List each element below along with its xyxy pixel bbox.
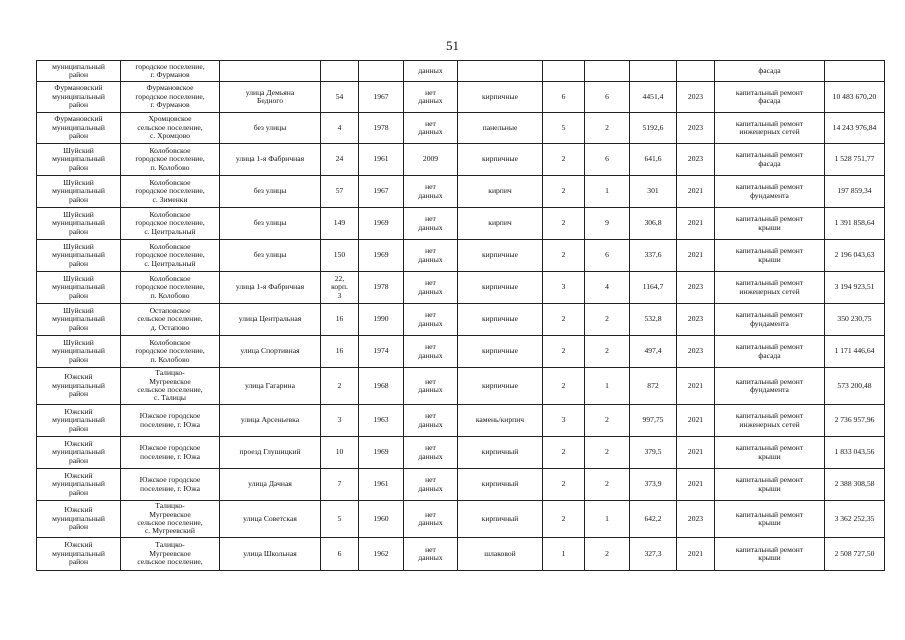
entrances-cell: 2 [585, 304, 630, 336]
built-year-cell: 1974 [359, 336, 404, 368]
district-cell: Южский муниципальный район [37, 405, 121, 437]
house-number-cell: 7 [321, 469, 359, 501]
area-cell: 327,3 [630, 538, 677, 571]
work-type-cell: капитальный ремонт крыши [715, 208, 825, 240]
street-cell: улица Демьяна Бедного [220, 82, 321, 113]
work-type-cell: капитальный ремонт инженерных сетей [715, 405, 825, 437]
last-repair-cell: нет данных [404, 469, 458, 501]
built-year-cell: 1978 [359, 272, 404, 304]
floors-cell: 2 [543, 176, 585, 208]
street-cell: проезд Глушицкий [220, 437, 321, 469]
settlement-cell: Хромцовское сельское поселение, с. Хромцово [121, 113, 220, 144]
house-number-cell: 24 [321, 144, 359, 176]
settlement-cell: городское поселение, г. Фурманов [121, 61, 220, 82]
built-year-cell: 1961 [359, 144, 404, 176]
plan-year-cell [677, 61, 715, 82]
area-cell: 532,8 [630, 304, 677, 336]
floors-cell: 2 [543, 368, 585, 405]
plan-year-cell: 2021 [677, 405, 715, 437]
table-row [37, 538, 885, 571]
street-cell: без улицы [220, 240, 321, 272]
built-year-cell: 1967 [359, 82, 404, 113]
district-cell: Шуйский муниципальный район [37, 208, 121, 240]
house-number-cell: 5 [321, 501, 359, 538]
entrances-cell: 9 [585, 208, 630, 240]
plan-year-cell: 2021 [677, 538, 715, 571]
floors-cell [543, 61, 585, 82]
cost-cell: 2 736 957,96 [825, 405, 885, 437]
settlement-cell: Талицко- Мугреевское сельское поселение, с. Мугреевский [121, 501, 220, 538]
plan-year-cell: 2023 [677, 113, 715, 144]
work-type-cell: фасада [715, 61, 825, 82]
built-year-cell: 1967 [359, 176, 404, 208]
work-type-cell: капитальный ремонт крыши [715, 469, 825, 501]
plan-year-cell: 2023 [677, 304, 715, 336]
wall-material-cell: кирпичный [458, 501, 543, 538]
wall-material-cell: кирпичный [458, 437, 543, 469]
plan-year-cell: 2021 [677, 208, 715, 240]
floors-cell: 2 [543, 304, 585, 336]
street-cell: улица Гагарина [220, 368, 321, 405]
plan-year-cell: 2023 [677, 336, 715, 368]
work-type-cell: капитальный ремонт инженерных сетей [715, 113, 825, 144]
wall-material-cell: кирпичные [458, 240, 543, 272]
street-cell [220, 61, 321, 82]
last-repair-cell: нет данных [404, 304, 458, 336]
floors-cell: 1 [543, 538, 585, 571]
area-cell: 373,9 [630, 469, 677, 501]
table-row [37, 208, 885, 240]
built-year-cell: 1990 [359, 304, 404, 336]
wall-material-cell: кирпичный [458, 469, 543, 501]
table-row [37, 368, 885, 405]
cost-cell: 2 196 043,63 [825, 240, 885, 272]
table-body [37, 61, 885, 571]
floors-cell: 2 [543, 437, 585, 469]
area-cell: 497,4 [630, 336, 677, 368]
built-year-cell: 1963 [359, 405, 404, 437]
street-cell: улица Спортивная [220, 336, 321, 368]
district-cell: Южский муниципальный район [37, 437, 121, 469]
entrances-cell: 2 [585, 538, 630, 571]
street-cell: улица Дачная [220, 469, 321, 501]
floors-cell: 2 [543, 208, 585, 240]
plan-year-cell: 2021 [677, 469, 715, 501]
work-type-cell: капитальный ремонт фундамента [715, 176, 825, 208]
table-row [37, 336, 885, 368]
built-year-cell: 1978 [359, 113, 404, 144]
last-repair-cell: нет данных [404, 501, 458, 538]
table-row [37, 501, 885, 538]
plan-year-cell: 2023 [677, 272, 715, 304]
house-number-cell: 22, корп. 3 [321, 272, 359, 304]
table-row [37, 272, 885, 304]
built-year-cell: 1969 [359, 208, 404, 240]
cost-cell: 2 388 308,58 [825, 469, 885, 501]
plan-year-cell: 2023 [677, 501, 715, 538]
area-cell: 379,5 [630, 437, 677, 469]
cost-cell [825, 61, 885, 82]
built-year-cell: 1968 [359, 368, 404, 405]
entrances-cell: 2 [585, 405, 630, 437]
district-cell: Шуйский муниципальный район [37, 144, 121, 176]
settlement-cell: Фурмановское городское поселение, г. Фурманов [121, 82, 220, 113]
settlement-cell: Талицко- Мугреевское сельское поселение, [121, 538, 220, 571]
last-repair-cell: нет данных [404, 437, 458, 469]
built-year-cell [359, 61, 404, 82]
work-type-cell: капитальный ремонт фасада [715, 144, 825, 176]
settlement-cell: Колобовское городское поселение, с. Центральный [121, 240, 220, 272]
district-cell: Южский муниципальный район [37, 501, 121, 538]
house-number-cell: 57 [321, 176, 359, 208]
cost-cell: 3 194 923,51 [825, 272, 885, 304]
table-row [37, 61, 885, 82]
district-cell: Фурмановский муниципальный район [37, 82, 121, 113]
last-repair-cell: нет данных [404, 240, 458, 272]
cost-cell: 350 230,75 [825, 304, 885, 336]
area-cell [630, 61, 677, 82]
cost-cell: 573 200,48 [825, 368, 885, 405]
district-cell: Фурмановский муниципальный район [37, 113, 121, 144]
wall-material-cell: кирпичные [458, 368, 543, 405]
last-repair-cell: нет данных [404, 82, 458, 113]
work-type-cell: капитальный ремонт фасада [715, 336, 825, 368]
floors-cell: 6 [543, 82, 585, 113]
built-year-cell: 1962 [359, 538, 404, 571]
area-cell: 641,6 [630, 144, 677, 176]
district-cell: Шуйский муниципальный район [37, 336, 121, 368]
area-cell: 306,8 [630, 208, 677, 240]
entrances-cell: 2 [585, 113, 630, 144]
cost-cell: 197 859,34 [825, 176, 885, 208]
built-year-cell: 1961 [359, 469, 404, 501]
district-cell: Шуйский муниципальный район [37, 304, 121, 336]
work-type-cell: капитальный ремонт крыши [715, 538, 825, 571]
settlement-cell: Остаповское сельское поселение, д. Остапово [121, 304, 220, 336]
district-cell: Шуйский муниципальный район [37, 272, 121, 304]
floors-cell: 2 [543, 336, 585, 368]
wall-material-cell [458, 61, 543, 82]
wall-material-cell: шлаковой [458, 538, 543, 571]
settlement-cell: Южское городское поселение, г. Южа [121, 437, 220, 469]
entrances-cell: 2 [585, 437, 630, 469]
district-cell: Шуйский муниципальный район [37, 240, 121, 272]
house-number-cell: 54 [321, 82, 359, 113]
street-cell: без улицы [220, 208, 321, 240]
district-cell: Шуйский муниципальный район [37, 176, 121, 208]
table-row [37, 82, 885, 113]
street-cell: улица 1-я Фабричная [220, 144, 321, 176]
settlement-cell: Колобовское городское поселение, п. Колобово [121, 272, 220, 304]
plan-year-cell: 2023 [677, 144, 715, 176]
area-cell: 4451,4 [630, 82, 677, 113]
table-row [37, 405, 885, 437]
house-number-cell: 150 [321, 240, 359, 272]
wall-material-cell: панельные [458, 113, 543, 144]
area-cell: 1164,7 [630, 272, 677, 304]
wall-material-cell: кирпичные [458, 144, 543, 176]
floors-cell: 2 [543, 469, 585, 501]
entrances-cell: 6 [585, 240, 630, 272]
street-cell: улица Арсеньевка [220, 405, 321, 437]
wall-material-cell: кирпичные [458, 272, 543, 304]
street-cell: улица Школьная [220, 538, 321, 571]
entrances-cell: 2 [585, 469, 630, 501]
street-cell: улица Советская [220, 501, 321, 538]
work-type-cell: капитальный ремонт крыши [715, 240, 825, 272]
work-type-cell: капитальный ремонт фундамента [715, 368, 825, 405]
district-cell: Южский муниципальный район [37, 368, 121, 405]
house-number-cell: 10 [321, 437, 359, 469]
cost-cell: 3 362 252,35 [825, 501, 885, 538]
area-cell: 997,75 [630, 405, 677, 437]
plan-year-cell: 2021 [677, 176, 715, 208]
entrances-cell: 2 [585, 336, 630, 368]
settlement-cell: Южское городское поселение, г. Южа [121, 405, 220, 437]
cost-cell: 1 391 858,64 [825, 208, 885, 240]
work-type-cell: капитальный ремонт инженерных сетей [715, 272, 825, 304]
page-number: 51 [446, 38, 459, 53]
built-year-cell: 1969 [359, 437, 404, 469]
last-repair-cell: 2009 [404, 144, 458, 176]
wall-material-cell: кирпичные [458, 82, 543, 113]
floors-cell: 5 [543, 113, 585, 144]
work-type-cell: капитальный ремонт фасада [715, 82, 825, 113]
built-year-cell: 1960 [359, 501, 404, 538]
house-number-cell: 3 [321, 405, 359, 437]
settlement-cell: Колобовское городское поселение, п. Колобово [121, 144, 220, 176]
work-type-cell: капитальный ремонт фундамента [715, 304, 825, 336]
house-number-cell: 149 [321, 208, 359, 240]
cost-cell: 1 171 446,64 [825, 336, 885, 368]
house-number-cell: 16 [321, 304, 359, 336]
district-cell: Южский муниципальный район [37, 538, 121, 571]
plan-year-cell: 2021 [677, 368, 715, 405]
settlement-cell: Талицко- Мугреевское сельское поселение, с. Талицы [121, 368, 220, 405]
area-cell: 872 [630, 368, 677, 405]
work-type-cell: капитальный ремонт крыши [715, 437, 825, 469]
entrances-cell: 1 [585, 176, 630, 208]
table-row [37, 240, 885, 272]
table-row [37, 469, 885, 501]
last-repair-cell: нет данных [404, 336, 458, 368]
floors-cell: 3 [543, 272, 585, 304]
wall-material-cell: кирпичные [458, 304, 543, 336]
settlement-cell: Колобовское городское поселение, с. Зименки [121, 176, 220, 208]
street-cell: улица Центральная [220, 304, 321, 336]
entrances-cell: 1 [585, 501, 630, 538]
area-cell: 301 [630, 176, 677, 208]
cost-cell: 1 528 751,77 [825, 144, 885, 176]
cost-cell: 2 508 727,50 [825, 538, 885, 571]
entrances-cell: 6 [585, 144, 630, 176]
housing-repair-table [36, 60, 885, 571]
last-repair-cell: нет данных [404, 113, 458, 144]
entrances-cell: 6 [585, 82, 630, 113]
street-cell: улица 1-я Фабричная [220, 272, 321, 304]
work-type-cell: капитальный ремонт крыши [715, 501, 825, 538]
house-number-cell: 16 [321, 336, 359, 368]
street-cell: без улицы [220, 176, 321, 208]
area-cell: 642,2 [630, 501, 677, 538]
floors-cell: 2 [543, 144, 585, 176]
cost-cell: 14 243 976,84 [825, 113, 885, 144]
floors-cell: 3 [543, 405, 585, 437]
last-repair-cell: нет данных [404, 208, 458, 240]
built-year-cell: 1969 [359, 240, 404, 272]
settlement-cell: Южское городское поселение, г. Южа [121, 469, 220, 501]
entrances-cell [585, 61, 630, 82]
floors-cell: 2 [543, 240, 585, 272]
wall-material-cell: кирпичные [458, 336, 543, 368]
last-repair-cell: данных [404, 61, 458, 82]
settlement-cell: Колобовское городское поселение, с. Центральный [121, 208, 220, 240]
table-row [37, 304, 885, 336]
wall-material-cell: кирпич [458, 208, 543, 240]
floors-cell: 2 [543, 501, 585, 538]
last-repair-cell: нет данных [404, 405, 458, 437]
house-number-cell [321, 61, 359, 82]
area-cell: 5192,6 [630, 113, 677, 144]
last-repair-cell: нет данных [404, 368, 458, 405]
last-repair-cell: нет данных [404, 176, 458, 208]
table-row [37, 144, 885, 176]
house-number-cell: 6 [321, 538, 359, 571]
district-cell: муниципальный район [37, 61, 121, 82]
wall-material-cell: камень/кирпич [458, 405, 543, 437]
area-cell: 337,6 [630, 240, 677, 272]
table-row [37, 437, 885, 469]
wall-material-cell: кирпич [458, 176, 543, 208]
settlement-cell: Колобовское городское поселение, п. Колобово [121, 336, 220, 368]
house-number-cell: 4 [321, 113, 359, 144]
entrances-cell: 4 [585, 272, 630, 304]
cost-cell: 1 833 043,56 [825, 437, 885, 469]
entrances-cell: 1 [585, 368, 630, 405]
plan-year-cell: 2021 [677, 240, 715, 272]
street-cell: без улицы [220, 113, 321, 144]
table-row [37, 113, 885, 144]
last-repair-cell: нет данных [404, 272, 458, 304]
plan-year-cell: 2023 [677, 82, 715, 113]
last-repair-cell: нет данных [404, 538, 458, 571]
plan-year-cell: 2021 [677, 437, 715, 469]
cost-cell: 10 483 670,20 [825, 82, 885, 113]
district-cell: Южский муниципальный район [37, 469, 121, 501]
table-row [37, 176, 885, 208]
house-number-cell: 2 [321, 368, 359, 405]
